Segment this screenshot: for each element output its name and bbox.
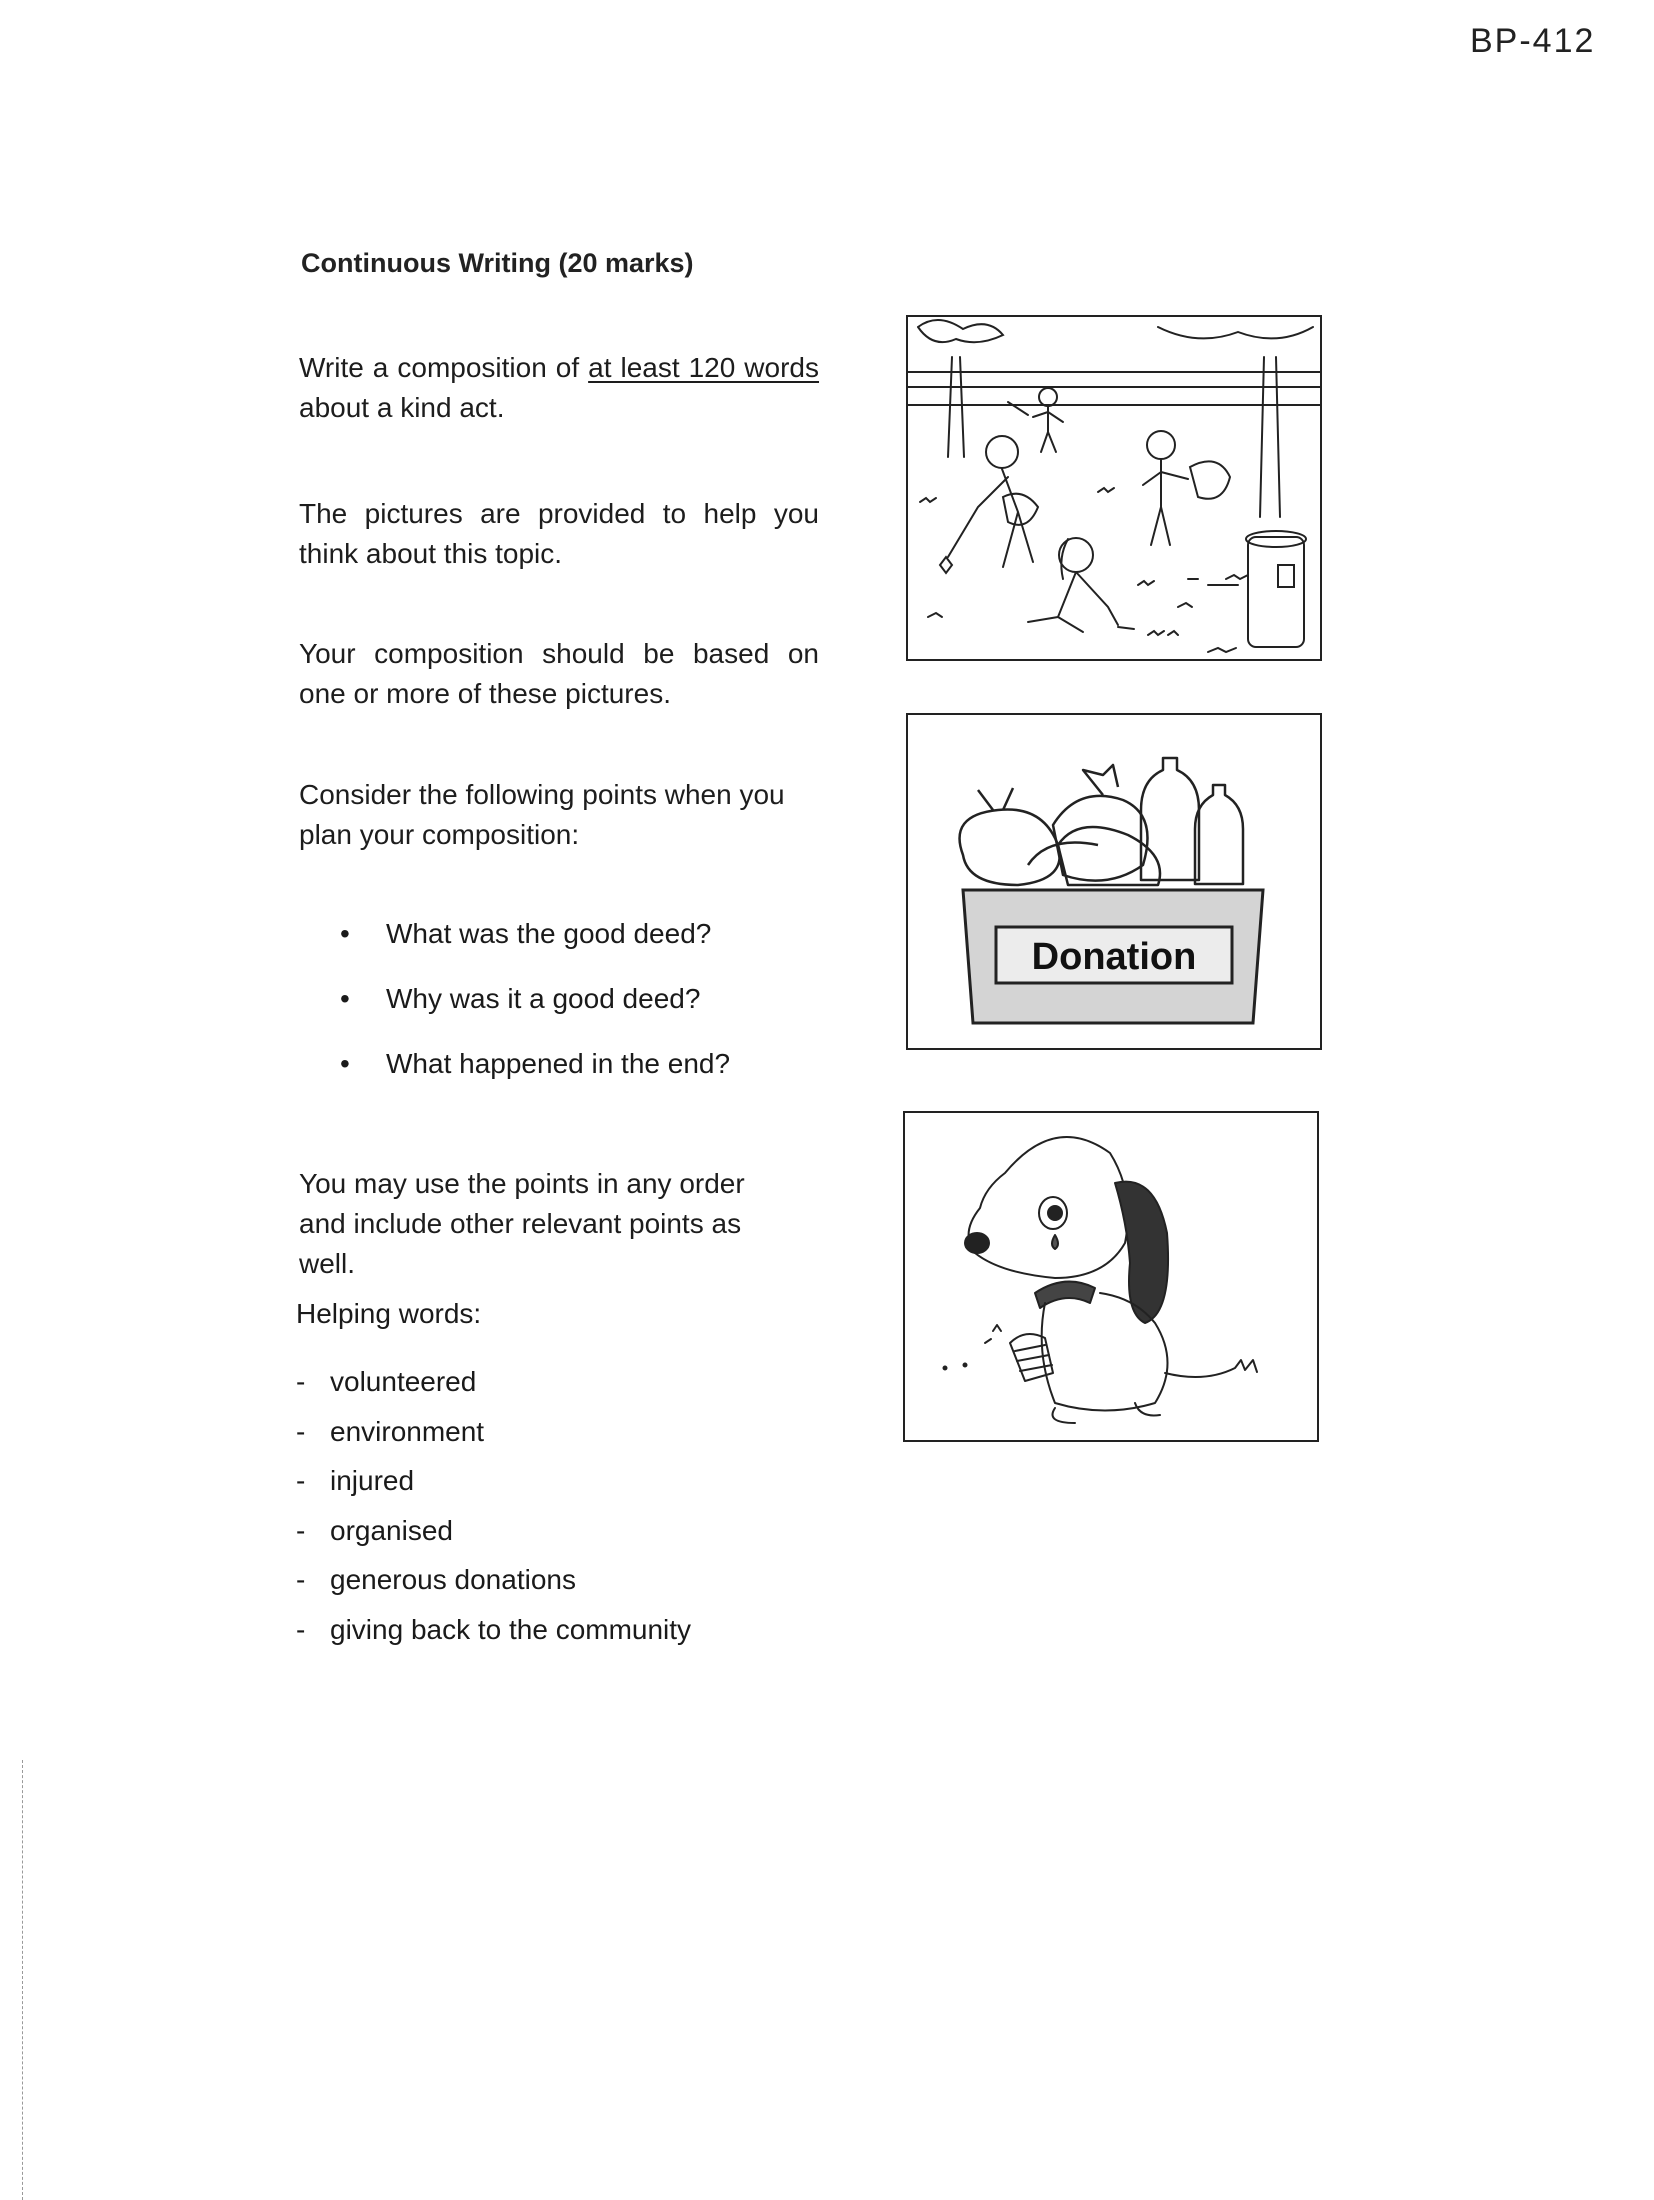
dash: - (296, 1514, 306, 1546)
points-list (340, 914, 730, 1109)
helping-words-list (296, 1362, 691, 1659)
dash: - (296, 1465, 306, 1496)
helping-word: volunteered (330, 1366, 477, 1397)
scan-margin-line (22, 1760, 23, 2200)
puppy-illustration (905, 1113, 1317, 1440)
section-heading: Continuous Writing (20 marks) (301, 248, 694, 278)
task-word-count: at least 120 words (588, 352, 820, 383)
page-code: BP-412 (1470, 22, 1596, 60)
park-illustration (908, 317, 1320, 659)
list-item: • What was the good deed? (340, 914, 730, 979)
order-note: You may use the points in any order and include other relevant points as well. (299, 1168, 745, 1279)
task-text-start: Write a composition of (299, 352, 589, 383)
list-item (296, 1511, 691, 1561)
list-item (296, 1610, 691, 1660)
helping-word: generous donations (330, 1564, 576, 1595)
list-item: • Why was it a good deed? (340, 979, 730, 1044)
list-item (296, 1560, 691, 1610)
donation-box-picture (906, 713, 1322, 1050)
task-text-end: about a kind act. (299, 392, 505, 423)
helping-word: giving back to the community (330, 1613, 692, 1645)
dash: - (296, 1415, 306, 1447)
task-instruction (299, 348, 819, 428)
children-cleaning-park-picture (906, 315, 1322, 661)
list-item: • What happened in the end? (340, 1044, 730, 1109)
helping-words-title: Helping words: (296, 1298, 482, 1329)
donation-box-illustration (908, 715, 1320, 1048)
dash: - (296, 1564, 306, 1595)
donation-label: Donation (1031, 936, 1197, 978)
consider-note: Consider the following points when you plan your composition: (299, 779, 785, 850)
dash: - (296, 1613, 306, 1645)
pictures-note: The pictures are provided to help you think about this topic. (299, 498, 819, 569)
list-item (296, 1461, 691, 1511)
injured-puppy-picture (903, 1111, 1319, 1442)
helping-word: injured (330, 1465, 415, 1496)
dash: - (296, 1366, 306, 1397)
based-on-note: Your composition should be based on one or more of these pictures. (299, 638, 819, 709)
helping-word: organised (330, 1514, 453, 1546)
list-item (296, 1362, 691, 1412)
helping-word: environment (330, 1415, 485, 1447)
list-item (296, 1412, 691, 1462)
